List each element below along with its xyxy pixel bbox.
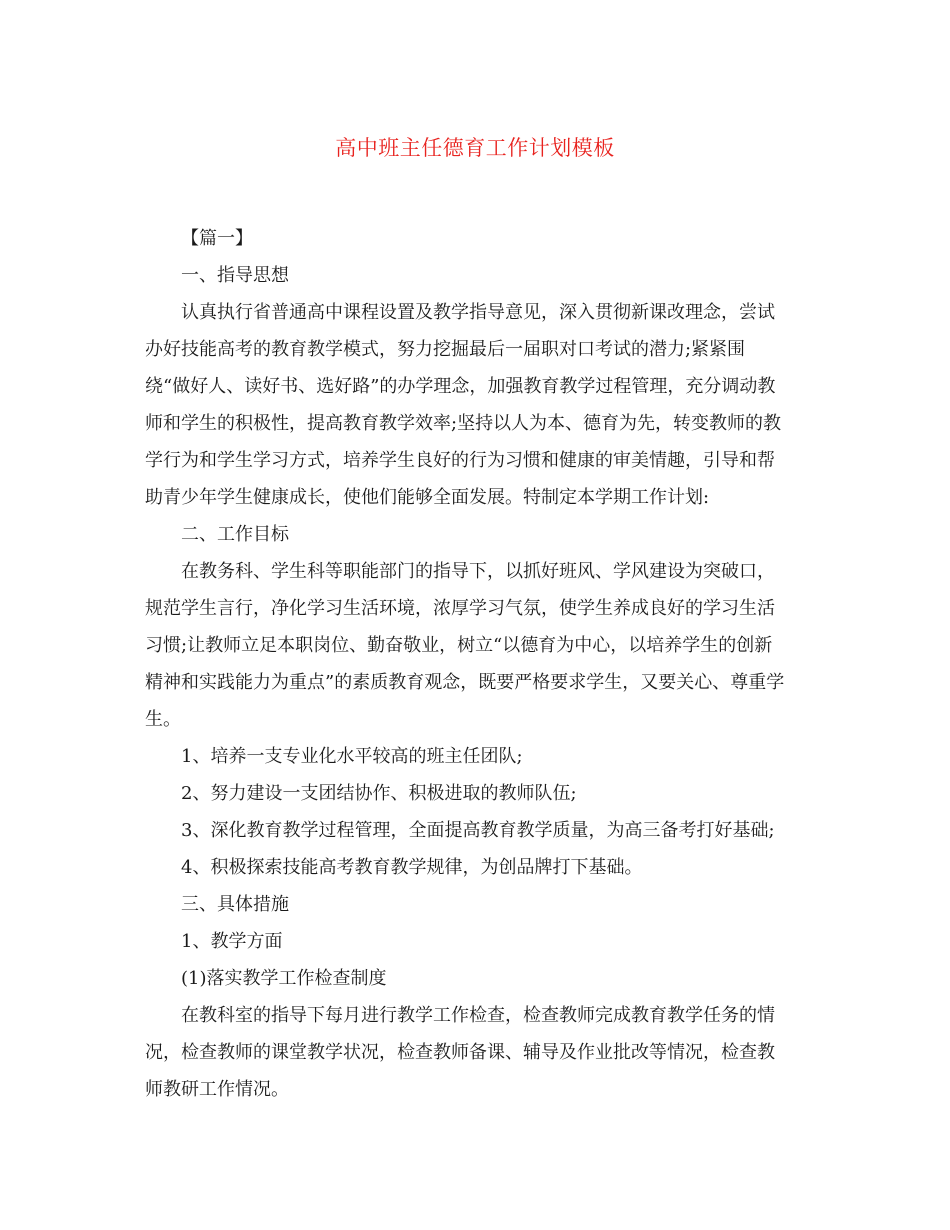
paragraph-inspection [145,997,805,1108]
paragraph-line: 在教科室的指导下每月进行教学工作检查，检查教师完成教育教学任务的情 [181,1005,775,1026]
paragraph-line: 助青少年学生健康成长，使他们能够全面发展。特制定本学期工作计划: [145,487,710,508]
paragraph-line: 认真执行省普通高中课程设置及教学指导意见，深入贯彻新课改理念，尝试 [181,302,775,323]
paragraph-line: 在教务科、学生科等职能部门的指导下，以抓好班风、学风建设为突破口， [181,561,775,582]
paragraph-line: 习惯;让教师立足本职岗位、勤奋敬业，树立“以德育为中心，以培养学生的创新 [145,635,773,656]
subheading-inspection-system: (1)落实教学工作检查制度 [181,968,387,989]
goal-item: 3、深化教育教学过程管理，全面提高教育教学质量，为高三备考打好基础; [181,820,775,841]
goal-item: 2、努力建设一支团结协作、积极进取的教师队伍; [181,783,577,804]
paragraph-line: 况，检查教师的课堂教学状况，检查教师备课、辅导及作业批改等情况，检查教 [145,1042,775,1063]
paragraph-line: 师和学生的积极性，提高教育教学效率;坚持以人为本、德育为先，转变教师的教 [145,413,782,434]
paragraph-line: 规范学生言行，净化学习生活环境，浓厚学习气氛，使学生养成良好的学习生活 [145,598,775,619]
document-title: 高中班主任德育工作计划模板 [335,136,615,160]
subheading-teaching: 1、教学方面 [181,931,283,952]
paragraph-line: 办好技能高考的教育教学模式，努力挖掘最后一届职对口考试的潜力;紧紧围 [145,339,746,360]
paragraph-line: 生。 [145,709,181,730]
section-label: 【篇一】 [181,228,253,249]
heading-specific-measures: 三、具体措施 [181,894,289,915]
paragraph-line: 绕“做好人、读好书、选好路”的办学理念，加强教育教学过程管理，充分调动教 [145,376,776,397]
paragraph-line: 学行为和学生学习方式，培养学生良好的行为习惯和健康的审美情趣，引导和帮 [145,450,775,471]
paragraph-work-goals [145,553,805,738]
document-body [145,220,805,1108]
goal-list [145,738,805,886]
heading-work-goals: 二、工作目标 [181,524,289,545]
paragraph-line: 师教研工作情况。 [145,1079,289,1100]
paragraph-guiding-thought [145,294,805,516]
paragraph-line: 精神和实践能力为重点”的素质教育观念，既要严格要求学生，又要关心、尊重学 [145,672,785,693]
heading-guiding-thought: 一、指导思想 [181,265,289,286]
goal-item: 1、培养一支专业化水平较高的班主任团队; [181,746,523,767]
goal-item: 4、积极探索技能高考教育教学规律，为创品牌打下基础。 [181,857,643,878]
